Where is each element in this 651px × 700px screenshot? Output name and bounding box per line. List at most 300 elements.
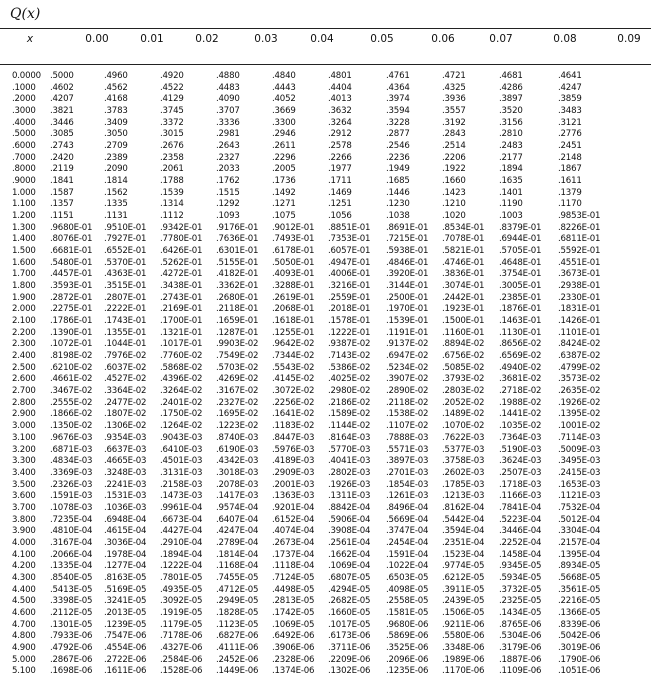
table-cell: .3673E-01 [558, 269, 601, 280]
table-cell: .3920E-01 [386, 269, 429, 280]
table-cell: .1190 [499, 199, 523, 210]
table-cell: .4712E-05 [216, 584, 259, 595]
table-cell: .3594E-04 [442, 526, 485, 537]
table-cell: .4025E-02 [328, 374, 371, 385]
table-cell: .3362E-01 [216, 281, 259, 292]
table-cell: .1036E-03 [104, 502, 147, 513]
table-cell: .7114E-03 [558, 432, 601, 443]
table-cell: .8447E-03 [272, 432, 315, 443]
table-cell: .3974 [386, 94, 410, 105]
table-cell: .4247 [558, 82, 582, 93]
table-row [0, 515, 651, 527]
table-cell: .7841E-04 [499, 502, 542, 513]
table-cell: .2252E-04 [499, 537, 542, 548]
table-cell: .2909E-03 [272, 467, 315, 478]
header-cell-col-006: 0.06 [431, 33, 455, 45]
table-cell: .3248E-03 [104, 467, 147, 478]
table-cell: .3515E-01 [104, 281, 147, 292]
table-cell: .7888E-03 [386, 432, 429, 443]
table-row [0, 129, 651, 141]
table-cell: .4272E-01 [160, 269, 203, 280]
table-cell: .2500E-01 [386, 292, 429, 303]
table-cell: .9510E-01 [104, 222, 147, 233]
header-cell-col-007: 0.07 [489, 33, 513, 45]
table-cell: .2514 [442, 141, 466, 152]
table-cell: .1500E-01 [442, 316, 485, 327]
table-cell: .1160E-01 [442, 327, 485, 338]
table-cell: .2068E-01 [272, 304, 315, 315]
table-cell: .2701E-03 [386, 467, 429, 478]
table-cell: .3520 [499, 106, 523, 117]
table-cell: .1978E-04 [104, 549, 147, 560]
table-row [0, 234, 651, 246]
table-cell: .4648E-01 [499, 257, 542, 268]
row-x-value: .3000 [12, 106, 36, 117]
table-cell: .1210 [442, 199, 466, 210]
row-x-value: 1.800 [12, 281, 36, 292]
table-cell: .3300 [272, 117, 296, 128]
table-cell: .3446E-04 [499, 526, 542, 537]
table-cell: .1056 [328, 211, 352, 222]
table-cell: .3561E-05 [558, 584, 601, 595]
table-row [0, 293, 651, 305]
table-cell: .2358 [160, 152, 184, 163]
table-row [0, 433, 651, 445]
table-cell: .1790E-06 [558, 654, 601, 665]
table-cell: .3632 [328, 106, 352, 117]
table-cell: .7143E-02 [328, 351, 371, 362]
table-row [0, 374, 651, 386]
table-row [0, 106, 651, 118]
table-cell: .3525E-06 [386, 642, 429, 653]
table-cell: .2033 [216, 164, 240, 175]
table-cell: .6407E-04 [216, 514, 259, 525]
row-x-value: 2.200 [12, 327, 36, 338]
table-cell: .4189E-03 [272, 456, 315, 467]
table-cell: .2619E-01 [272, 292, 315, 303]
table-cell: .1611 [558, 176, 582, 187]
table-cell: .1223E-02 [216, 421, 259, 432]
table-cell: .1222E-01 [328, 327, 371, 338]
table-cell: .1395E-04 [558, 549, 601, 560]
table-cell: .5543E-02 [272, 362, 315, 373]
table-cell: .1841 [50, 176, 74, 187]
table-cell: .7636E-01 [216, 234, 259, 245]
table-cell: .2843 [442, 129, 466, 140]
table-cell: .4527E-02 [104, 374, 147, 385]
table-cell: .9012E-01 [272, 222, 315, 233]
table-cell: .9342E-01 [160, 222, 203, 233]
table-cell: .1255E-01 [272, 327, 315, 338]
header-cell-col-008: 0.08 [553, 33, 577, 45]
table-cell: .8226E-01 [558, 222, 601, 233]
table-cell: .2555E-02 [50, 397, 93, 408]
table-cell: .3573E-02 [558, 374, 601, 385]
table-row [0, 339, 651, 351]
table-cell: .1118E-04 [272, 561, 315, 572]
table-cell: .5976E-03 [272, 444, 315, 455]
table-cell: .4427E-04 [160, 526, 203, 537]
table-body [0, 71, 651, 678]
row-x-value: .5000 [12, 129, 36, 140]
table-cell: .1069E-04 [328, 561, 371, 572]
table-cell: .1653E-03 [558, 479, 601, 490]
table-row [0, 561, 651, 573]
table-cell: .1321E-01 [160, 327, 203, 338]
table-cell: .2676 [160, 141, 184, 152]
table-cell: .1611E-06 [104, 666, 147, 677]
table-cell: .1093 [216, 211, 240, 222]
table-cell: .1239E-05 [104, 619, 147, 630]
table-cell: .1151 [50, 211, 74, 222]
table-row [0, 211, 651, 223]
table-cell: .6569E-02 [499, 351, 542, 362]
table-cell: .1743E-01 [104, 316, 147, 327]
table-cell: .2401E-02 [160, 397, 203, 408]
table-cell: .4834E-03 [50, 456, 93, 467]
table-cell: .3758E-03 [442, 456, 485, 467]
table-cell: .1374E-06 [272, 666, 315, 677]
table-cell: .2981 [216, 129, 240, 140]
table-cell: .4443 [272, 82, 296, 93]
table-cell: .2507E-03 [499, 467, 542, 478]
table-cell: .5386E-02 [328, 362, 371, 373]
table-row [0, 585, 651, 597]
table-cell: .8540E-05 [50, 572, 93, 583]
table-cell: .2558E-05 [386, 596, 429, 607]
table-cell: .4168 [104, 94, 128, 105]
table-cell: .4761 [386, 71, 410, 81]
table-cell: .1235E-06 [386, 666, 429, 677]
table-cell: .5821E-01 [442, 246, 485, 257]
table-cell: .1736 [272, 176, 296, 187]
table-cell: .5304E-06 [499, 631, 542, 642]
table-cell: .3144E-01 [386, 281, 429, 292]
table-cell: .4013 [328, 94, 352, 105]
table-cell: .1301E-05 [50, 619, 93, 630]
table-cell: .4920 [160, 71, 184, 81]
table-cell: .1662E-04 [328, 549, 371, 560]
table-cell: .8163E-05 [104, 572, 147, 583]
table-cell: .2096E-06 [386, 654, 429, 665]
table-cell: .1523E-04 [442, 549, 485, 560]
table-cell: .2561E-04 [328, 537, 371, 548]
table-cell: .1121E-03 [558, 491, 601, 502]
table-cell: .9853E-01 [558, 211, 601, 222]
table-row [0, 480, 651, 492]
table-cell: .4457E-01 [50, 269, 93, 280]
row-x-value: 3.300 [12, 456, 36, 467]
table-cell: .1170E-06 [442, 666, 485, 677]
table-cell: .6057E-01 [328, 246, 371, 257]
table-cell: .3336 [216, 117, 240, 128]
table-cell: .8162E-04 [442, 502, 485, 513]
table-cell: .1887E-06 [499, 654, 542, 665]
table-cell: .3711E-06 [328, 642, 371, 653]
row-x-value: 3.900 [12, 526, 36, 537]
table-cell: .2477E-02 [104, 397, 147, 408]
table-cell: .9387E-02 [328, 339, 371, 350]
row-x-value: 1.300 [12, 222, 36, 233]
table-cell: .1659E-01 [216, 316, 259, 327]
table-cell: .4404 [328, 82, 352, 93]
table-cell: .2743 [50, 141, 74, 152]
row-x-value: 2.500 [12, 362, 36, 373]
table-cell: .3859 [558, 94, 582, 105]
table-cell: .2420 [50, 152, 74, 163]
table-cell: .1434E-05 [499, 607, 542, 618]
table-cell: .2256E-02 [272, 397, 315, 408]
table-cell: .3019E-06 [558, 642, 601, 653]
table-cell: .2867E-06 [50, 654, 93, 665]
table-cell: .6948E-04 [104, 514, 147, 525]
table-cell: .4269E-02 [216, 374, 259, 385]
table-cell: .4947E-01 [328, 257, 371, 268]
table-cell: .1695E-02 [216, 409, 259, 420]
row-x-value: .4000 [12, 117, 36, 128]
table-cell: .3483 [558, 106, 582, 117]
table-cell: .3793E-02 [442, 374, 485, 385]
table-cell: .5042E-06 [558, 631, 601, 642]
table-cell: .5480E-01 [50, 257, 93, 268]
table-cell: .7547E-06 [104, 631, 147, 642]
table-cell: .7078E-01 [442, 234, 485, 245]
table-cell: .3681E-02 [499, 374, 542, 385]
table-cell: .3669 [272, 106, 296, 117]
table-cell: .2682E-05 [328, 596, 371, 607]
table-cell: .4396E-02 [160, 374, 203, 385]
header-rule [0, 64, 651, 65]
table-cell: .7124E-05 [272, 572, 315, 583]
table-cell: .1581E-05 [386, 607, 429, 618]
table-cell: .2872E-01 [50, 292, 93, 303]
table-cell: .2328E-06 [272, 654, 315, 665]
table-cell: .3754E-01 [499, 269, 542, 280]
table-row [0, 258, 651, 270]
table-cell: .3594 [386, 106, 410, 117]
table-row [0, 631, 651, 643]
table-cell: .1038 [386, 211, 410, 222]
table-cell: .1170 [558, 199, 582, 210]
table-cell: .3907E-02 [386, 374, 429, 385]
row-x-value: 1.400 [12, 234, 36, 245]
table-row [0, 269, 651, 281]
header-cell-col-005: 0.05 [370, 33, 394, 45]
table-cell: .3747E-04 [386, 526, 429, 537]
table-cell: .2890E-02 [386, 386, 429, 397]
table-cell: .2584E-06 [160, 654, 203, 665]
table-cell: .2452E-06 [216, 654, 259, 665]
table-cell: .1222E-04 [160, 561, 203, 572]
table-cell: .1528E-06 [160, 666, 203, 677]
table-cell: .2385E-01 [499, 292, 542, 303]
table-cell: .4145E-02 [272, 374, 315, 385]
table-row [0, 199, 651, 211]
table-cell: .1866E-02 [50, 409, 93, 420]
table-cell: .2454E-04 [386, 537, 429, 548]
table-cell: .2483 [499, 141, 523, 152]
table-cell: .2236 [386, 152, 410, 163]
row-x-value: 3.500 [12, 479, 36, 490]
table-cell: .7976E-02 [104, 351, 147, 362]
table-cell: .1287E-01 [216, 327, 259, 338]
table-row [0, 71, 651, 83]
table-cell: .1020 [442, 211, 466, 222]
table-row [0, 153, 651, 165]
table-row [0, 445, 651, 457]
table-cell: .5190E-03 [499, 444, 542, 455]
table-cell: .5262E-01 [160, 257, 203, 268]
table-cell: .6807E-05 [328, 572, 371, 583]
table-cell: .3821 [50, 106, 74, 117]
table-cell: .1144E-02 [328, 421, 371, 432]
table-cell: .1001E-02 [558, 421, 601, 432]
table-cell: .1107E-02 [386, 421, 429, 432]
table-cell: .3911E-05 [442, 584, 485, 595]
table-cell: .5571E-03 [386, 444, 429, 455]
header-cell-x: x [26, 33, 34, 45]
table-cell: .2559E-01 [328, 292, 371, 303]
table-cell: .2216E-05 [558, 596, 601, 607]
table-cell: .4721 [442, 71, 466, 81]
table-cell: .1591E-03 [50, 491, 93, 502]
table-cell: .6503E-05 [386, 572, 429, 583]
table-cell: .1814E-04 [216, 549, 259, 560]
table-cell: .1446 [386, 187, 410, 198]
table-cell: .1828E-05 [216, 607, 259, 618]
table-row [0, 141, 651, 153]
table-row [0, 550, 651, 562]
table-cell: .5934E-05 [499, 572, 542, 583]
table-cell: .1785E-03 [442, 479, 485, 490]
table-cell: .2066E-04 [50, 549, 93, 560]
table-cell: .9043E-03 [160, 432, 203, 443]
table-cell: .6152E-04 [272, 514, 315, 525]
table-cell: .2118E-02 [386, 397, 429, 408]
table-cell: .7493E-01 [272, 234, 315, 245]
table-cell: .4041E-03 [328, 456, 371, 467]
table-cell: .2415E-03 [558, 467, 601, 478]
table-cell: .8765E-06 [499, 619, 542, 630]
table-cell: .4182E-01 [216, 269, 259, 280]
table-cell: .8934E-05 [558, 561, 601, 572]
table-cell: .4129 [160, 94, 184, 105]
row-x-value: .8000 [12, 164, 36, 175]
row-x-value: 4.400 [12, 584, 36, 595]
table-cell: .2789E-04 [216, 537, 259, 548]
table-cell: .2158E-03 [160, 479, 203, 490]
table-cell: .4327E-06 [160, 642, 203, 653]
table-cell: .3707 [216, 106, 240, 117]
row-x-value: 3.200 [12, 444, 36, 455]
table-cell: .5580E-06 [442, 631, 485, 642]
table-cell: .1831E-01 [558, 304, 601, 315]
table-cell: .1350E-02 [50, 421, 93, 432]
row-x-value: 2.100 [12, 316, 36, 327]
table-cell: .1366E-05 [558, 607, 601, 618]
table-cell: .3085 [50, 129, 74, 140]
table-cell: .1179E-05 [160, 619, 203, 630]
row-x-value: 3.100 [12, 432, 36, 443]
table-row [0, 409, 651, 421]
table-cell: .7215E-01 [386, 234, 429, 245]
row-x-value: 1.200 [12, 211, 36, 222]
table-cell: .2186E-02 [328, 397, 371, 408]
table-cell: .1379 [558, 187, 582, 198]
table-cell: .1251 [328, 199, 352, 210]
table-cell: .2718E-02 [499, 386, 542, 397]
table-cell: .8851E-01 [328, 222, 371, 233]
table-cell: .2148 [558, 152, 582, 163]
table-cell: .2709 [104, 141, 128, 152]
table-cell: .4522 [160, 82, 184, 93]
table-cell: .2119 [50, 164, 74, 175]
table-cell: .9903E-02 [216, 339, 259, 350]
header-cell-col-003: 0.03 [254, 33, 278, 45]
table-cell: .4661E-02 [50, 374, 93, 385]
table-cell: .6681E-01 [50, 246, 93, 257]
table-cell: .4498E-05 [272, 584, 315, 595]
table-cell: .2326E-03 [50, 479, 93, 490]
table-cell: .1101E-01 [558, 327, 601, 338]
table-cell: .1970E-01 [386, 304, 429, 315]
table-cell: .1306E-02 [104, 421, 147, 432]
table-row [0, 526, 651, 538]
row-x-value: 1.500 [12, 246, 36, 257]
table-cell: .2813E-05 [272, 596, 315, 607]
table-cell: .2451 [558, 141, 582, 152]
header-cell-col-002: 0.02 [195, 33, 219, 45]
table-cell: .2296 [272, 152, 296, 163]
table-cell: .2602E-03 [442, 467, 485, 478]
table-cell: .3216E-01 [328, 281, 371, 292]
row-x-value: 1.000 [12, 187, 36, 198]
table-cell: .7532E-04 [558, 502, 601, 513]
table-cell: .3131E-03 [160, 467, 203, 478]
table-cell: .3593E-01 [50, 281, 93, 292]
table-cell: .1426E-01 [558, 316, 601, 327]
table-cell: .1923E-01 [442, 304, 485, 315]
table-cell: .3156 [499, 117, 523, 128]
table-cell: .3908E-04 [328, 526, 371, 537]
table-cell: .1230 [386, 199, 410, 210]
row-x-value: 5.000 [12, 654, 36, 665]
table-cell: .3005E-01 [499, 281, 542, 292]
table-cell: .9774E-05 [442, 561, 485, 572]
row-x-value: 4.000 [12, 537, 36, 548]
table-cell: .8496E-04 [386, 502, 429, 513]
table-cell: .1919E-05 [160, 607, 203, 618]
table-cell: .1492 [272, 187, 296, 198]
table-cell: .1922 [442, 164, 466, 175]
table-row [0, 596, 651, 608]
table-cell: .1489E-02 [442, 409, 485, 420]
table-cell: .2241E-03 [104, 479, 147, 490]
table-cell: .1591E-04 [386, 549, 429, 560]
table-cell: .5938E-01 [386, 246, 429, 257]
table-cell: .4641 [558, 71, 582, 81]
table-cell: .1788 [160, 176, 184, 187]
table-cell: .1264E-02 [160, 421, 203, 432]
table-cell: .3050 [104, 129, 128, 140]
table-cell: .2061 [160, 164, 184, 175]
row-x-value: 4.900 [12, 642, 36, 653]
row-x-value: 5.100 [12, 666, 36, 677]
table-cell: .2351E-04 [442, 537, 485, 548]
table-cell: .1311E-03 [328, 491, 371, 502]
table-cell: .8164E-03 [328, 432, 371, 443]
table-cell: .1441E-02 [499, 409, 542, 420]
